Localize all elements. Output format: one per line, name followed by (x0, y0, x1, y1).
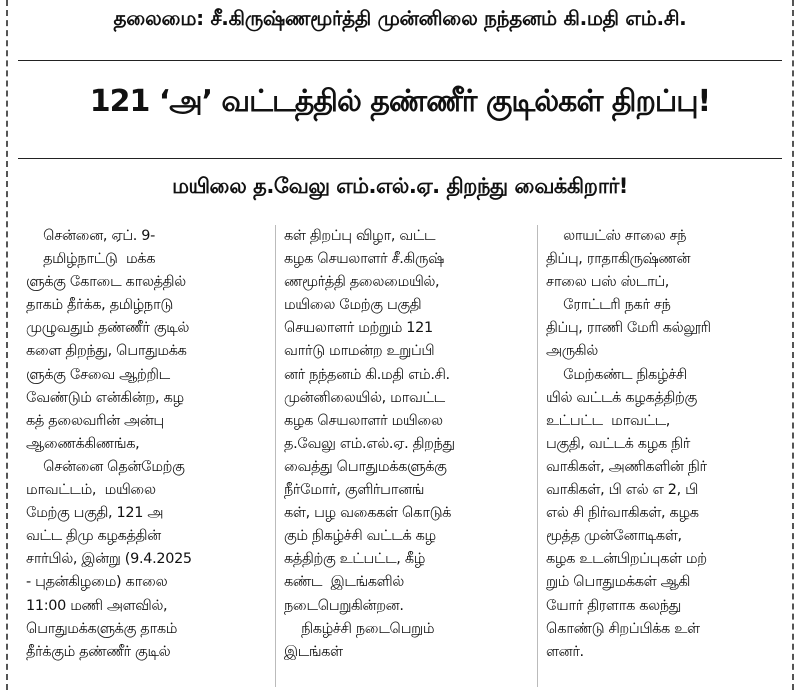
column-divider (537, 225, 538, 687)
top-divider (18, 60, 782, 61)
kicker-line: தலைமை: சீ.கிருஷ்ணமூர்த்தி முன்னிலை நந்தனம் கி.மதி எம்.சி. (113, 6, 687, 30)
body-column-1: சென்னை, ஏப். 9- தமிழ்நாட்டு மக்க ளுக்கு கோடை காலத்தில் தாகம் தீர்க்க, தமிழ்நாடு முழுவதும் தண்ணீர் குடில் களை திறந்து, பொதுமக்க ளுக்கு சேவை ஆற்றிட வேண்டும் என்கின்ற, கழ கத் தலைவரின் அன்பு ஆணைக்கிணங்க, சென்னை தென்மேற்கு மாவட்டம், மயிலை மேற்கு பகுதி, 121 அ வட்ட திமு கழகத்தின் சார்பில், இன்று (9.4.2025 - புதன்கிழமை) காலை 11:00 மணி அளவில், பொதுமக்களுக்கு தாகம் தீர்க்கும் தண்ணீர் குடில் (26, 228, 192, 660)
column-divider (275, 225, 276, 687)
body-column-3: லாயட்ஸ் சாலை சந் திப்பு, ராதாகிருஷ்ணன் சாலை பஸ் ஸ்டாப், ரோட்டரி நகர் சந் திப்பு, ராணி மேரி கல்லூரி அருகில் மேற்கண்ட நிகழ்ச்சி யில் வட்டக் கழகத்திற்கு உட்பட்ட மாவட்ட, பகுதி, வட்டக் கழக நிர் வாகிகள், அணிகளின் நிர் வாகிகள், பி எல் எ 2, பி எல் சி நிர்வாகிகள், கழக மூத்த முன்னோடிகள், கழக உடன்பிறப்புகள் மற் றும் பொதுமக்கள் ஆகி யோர் திரளாக கலந்து கொண்டு சிறப்பிக்க உள் ளனர். (546, 228, 711, 660)
article-body (26, 225, 780, 687)
headline-divider (18, 158, 782, 159)
headline: 121 ‘அ’ வட்டத்தில் தண்ணீர் குடில்கள் திறப்பு! (89, 84, 711, 119)
body-column-2: கள் திறப்பு விழா, வட்ட கழக செயலாளர் சீ.கிருஷ் ணமூர்த்தி தலைமையில், மயிலை மேற்கு பகுதி செயலாளர் மற்றும் 121 வார்டு மாமன்ற உறுப்பி னர் நந்தனம் கி.மதி எம்.சி. முன்னிலையில், மாவட்ட கழக செயலாளர் மயிலை த.வேலு எம்.எல்.ஏ. திறந்து வைத்து பொதுமக்களுக்கு நீர்மோர், குளிர்பானங் கள், பழ வகைகள் கொடுக் கும் நிகழ்ச்சி வட்டக் கழ கத்திற்கு உட்பட்ட, கீழ் கண்ட இடங்களில் நடைபெறுகின்றன. நிகழ்ச்சி நடைபெறும் இடங்கள் (284, 228, 455, 660)
subheadline: மயிலை த.வேலு எம்.எல்.ஏ. திறந்து வைக்கிறார்! (172, 174, 628, 198)
